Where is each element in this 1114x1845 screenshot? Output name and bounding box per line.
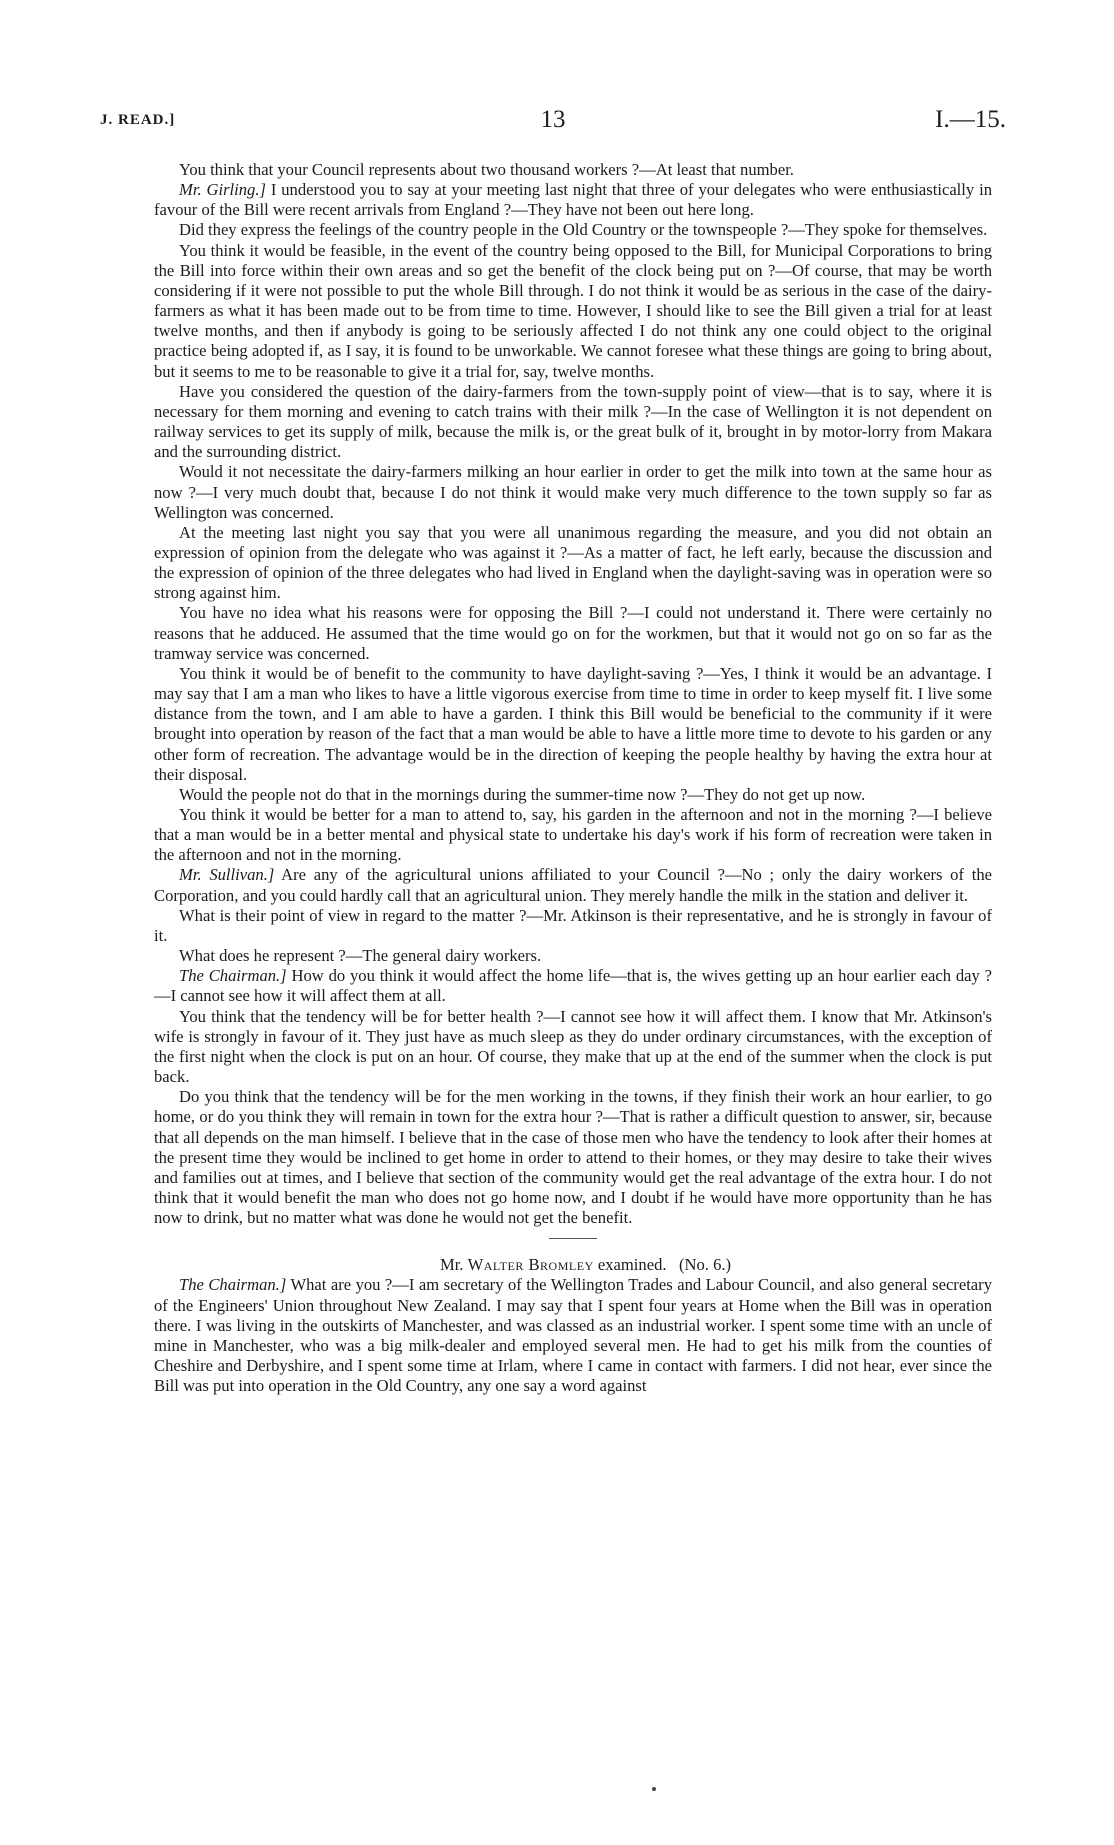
paragraph-text: You think that the tendency will be for better health ?—I cannot see how it will affect them. I know that Mr. Atkinson's wife is strongly in favour of it. They just have as much sleep as they do under ordinary circumstances, with the exception of the first night when the clock is put on an hour. Of course, they make that up at the end of the summer when the clock is put back. bbox=[154, 1006, 992, 1087]
paragraph bbox=[154, 946, 992, 966]
paragraph bbox=[154, 220, 992, 240]
testimony-paragraphs-section bbox=[154, 1275, 992, 1396]
testimony-paragraphs bbox=[154, 160, 992, 1228]
witness-number: (No. 6.) bbox=[678, 1255, 732, 1275]
paragraph-text: You think it would be feasible, in the event of the country being opposed to the Bill, for Municipal Corporations to bring the Bill into force within their own areas and so get the benefit of the clock being put on ?—Of course, that may be worth considering if it were not possible to put the whole Bill through. I do not think it would be as serious in the case of the dairy-farmers as what it has been made out to be from time to time. However, I should like to see the Bill given a trial for at least twelve months, and then if anybody is going to be seriously affected I do not think any one could object to the original practice being adopted if, as I say, it is found to be unworkable. We cannot foresee what these things are going to bring about, but it seems to me to be reasonable to give it a trial for, say, twelve months. bbox=[154, 240, 992, 381]
speaker-label: The Chairman.] bbox=[179, 1275, 287, 1295]
witness-name: Walter Bromley bbox=[467, 1255, 594, 1275]
paragraph-text: What are you ?—I am secretary of the Wellington Trades and Labour Council, and also general secretary of the Engineers' Union throughout New Zealand. I may say that I spent four years at Home when the Bill was in operation there. I was living in the outskirts of Manchester, and was classed as an industrial worker. I spent some time with an uncle of mine in Manchester, who was a big milk-dealer and employed several men. He had to get his milk from the counties of Cheshire and Derbyshire, and I spent some time at Irlam, where I came in contact with farmers. I did not hear, ever since the Bill was put into operation in the Old Country, any one say a word against bbox=[154, 1275, 992, 1396]
document-reference: I.—15. bbox=[935, 106, 1006, 133]
paragraph bbox=[154, 664, 992, 785]
paragraph-text: You think it would be better for a man to attend to, say, his garden in the afternoon and not in the morning ?—I believe that a man would be in a better mental and physical state to undertake his day's work if his form of recreation were taken in the afternoon and not in the morning. bbox=[154, 805, 992, 865]
paragraph-text: Are any of the agricultural unions affiliated to your Council ?—No ; only the dairy workers of the Corporation, and you could hardly call that an agricultural union. They merely handle the milk in the station and deliver it. bbox=[154, 865, 992, 905]
paragraph-text: Would it not necessitate the dairy-farmers milking an hour earlier in order to get the milk into town at the same hour as now ?—I very much doubt that, because I do not think it would make very much difference to the town supply so far as Wellington was concerned. bbox=[154, 462, 992, 522]
paragraph bbox=[154, 462, 992, 522]
witness-heading: Mr. Walter Bromley examined. (No. 6.) bbox=[439, 1255, 732, 1275]
paragraph bbox=[154, 160, 992, 180]
paragraph bbox=[154, 382, 992, 463]
paragraph bbox=[154, 523, 992, 604]
speaker-label: Mr. Sullivan.] bbox=[179, 865, 275, 885]
paragraph bbox=[154, 1007, 992, 1088]
paragraph-text: You think it would be of benefit to the community to have daylight-saving ?—Yes, I think it would be an advantage. I may say that I am a man who likes to have a little vigorous exercise from time to time in order to keep myself fit. I live some distance from the town, and I am able to have a garden. I think this Bill would be beneficial to the community if it were brought into operation by reason of the fact that a man would be able to have a little more time to devote to his garden or any other form of recreation. The advantage would be in the direction of keeping the people healthy by having the extra hour at their disposal. bbox=[154, 663, 992, 784]
paragraph bbox=[154, 1087, 992, 1228]
paragraph bbox=[154, 865, 992, 905]
paragraph-text: Did they express the feelings of the country people in the Old Country or the townspeople ?—They spoke for themselves. bbox=[179, 220, 988, 240]
paragraph-text: You have no idea what his reasons were for opposing the Bill ?—I could not understand it. There were certainly no reasons that he adduced. He assumed that the time would go on for the workmen, but that it would not go on so far as the tramway service was concerned. bbox=[154, 603, 992, 663]
speaker-label: The Chairman.] bbox=[179, 966, 287, 986]
paragraph-text: You think that your Council represents about two thousand workers ?—At least that number. bbox=[179, 160, 794, 179]
paragraph-text: At the meeting last night you say that you were all unanimous regarding the measure, and you did not obtain an expression of opinion from the delegate who was against it ?—As a matter of fact, he left early, because the discussion and the expression of opinion of the three delegates who had lived in England when the daylight-saving was in operation were so strong against him. bbox=[154, 522, 992, 603]
paragraph bbox=[154, 1275, 992, 1396]
paragraph-text: What does he represent ?—The general dairy workers. bbox=[179, 946, 542, 966]
paragraph bbox=[154, 805, 992, 865]
paragraph bbox=[154, 966, 992, 1006]
paragraph-text: Have you considered the question of the dairy-farmers from the town-supply point of view—that is to say, where it is necessary for them morning and evening to catch trains with their milk ?—In the case of Wellington it is not dependent on railway services to get its supply of milk, because the milk is, or the great bulk of it, brought in by motor-lorry from Makara and the surrounding district. bbox=[154, 381, 992, 462]
page-number: 13 bbox=[540, 106, 566, 133]
page-mark bbox=[652, 1787, 656, 1791]
paragraph bbox=[154, 180, 992, 220]
paragraph-text: How do you think it would affect the home life—that is, the wives getting up an hour earlier each day ?—I cannot see how it will affect them at all. bbox=[154, 966, 992, 1006]
page-header bbox=[100, 106, 1006, 140]
paragraph bbox=[154, 603, 992, 663]
paragraph bbox=[154, 785, 992, 805]
paragraph-text: I understood you to say at your meeting last night that three of your delegates who were enthusiastically in favour of the Bill were recent arrivals from England ?—They have not been out here long. bbox=[154, 180, 992, 220]
speaker-label: Mr. Girling.] bbox=[179, 180, 266, 200]
paragraph bbox=[154, 241, 992, 382]
section-divider bbox=[549, 1238, 597, 1239]
document-body bbox=[154, 160, 992, 1396]
paragraph-text: Do you think that the tendency will be for the men working in the towns, if they finish their work an hour earlier, to go home, or do you think they will remain in town for the extra hour ?—That is rather a difficult question to answer, sir, because that all depends on the man himself. I believe that in the case of those men who have the tendency to look after their homes at the present time they would be inclined to get home in order to attend to their homes, or they may desire to take their wives and families out at times, and I believe that section of the community would get the real advantage of the extra hour. I do not think that it would benefit the man who does not go home now, and I doubt if he would have more opportunity than he has now to drink, but no matter what was done he would not get the benefit. bbox=[154, 1087, 992, 1228]
paragraph bbox=[154, 906, 992, 946]
header-witness-name: J. READ.] bbox=[100, 112, 176, 128]
paragraph-text: Would the people not do that in the mornings during the summer-time now ?—They do not get up now. bbox=[179, 784, 866, 804]
paragraph-text: What is their point of view in regard to the matter ?—Mr. Atkinson is their representative, and he is strongly in favour of it. bbox=[154, 905, 992, 945]
